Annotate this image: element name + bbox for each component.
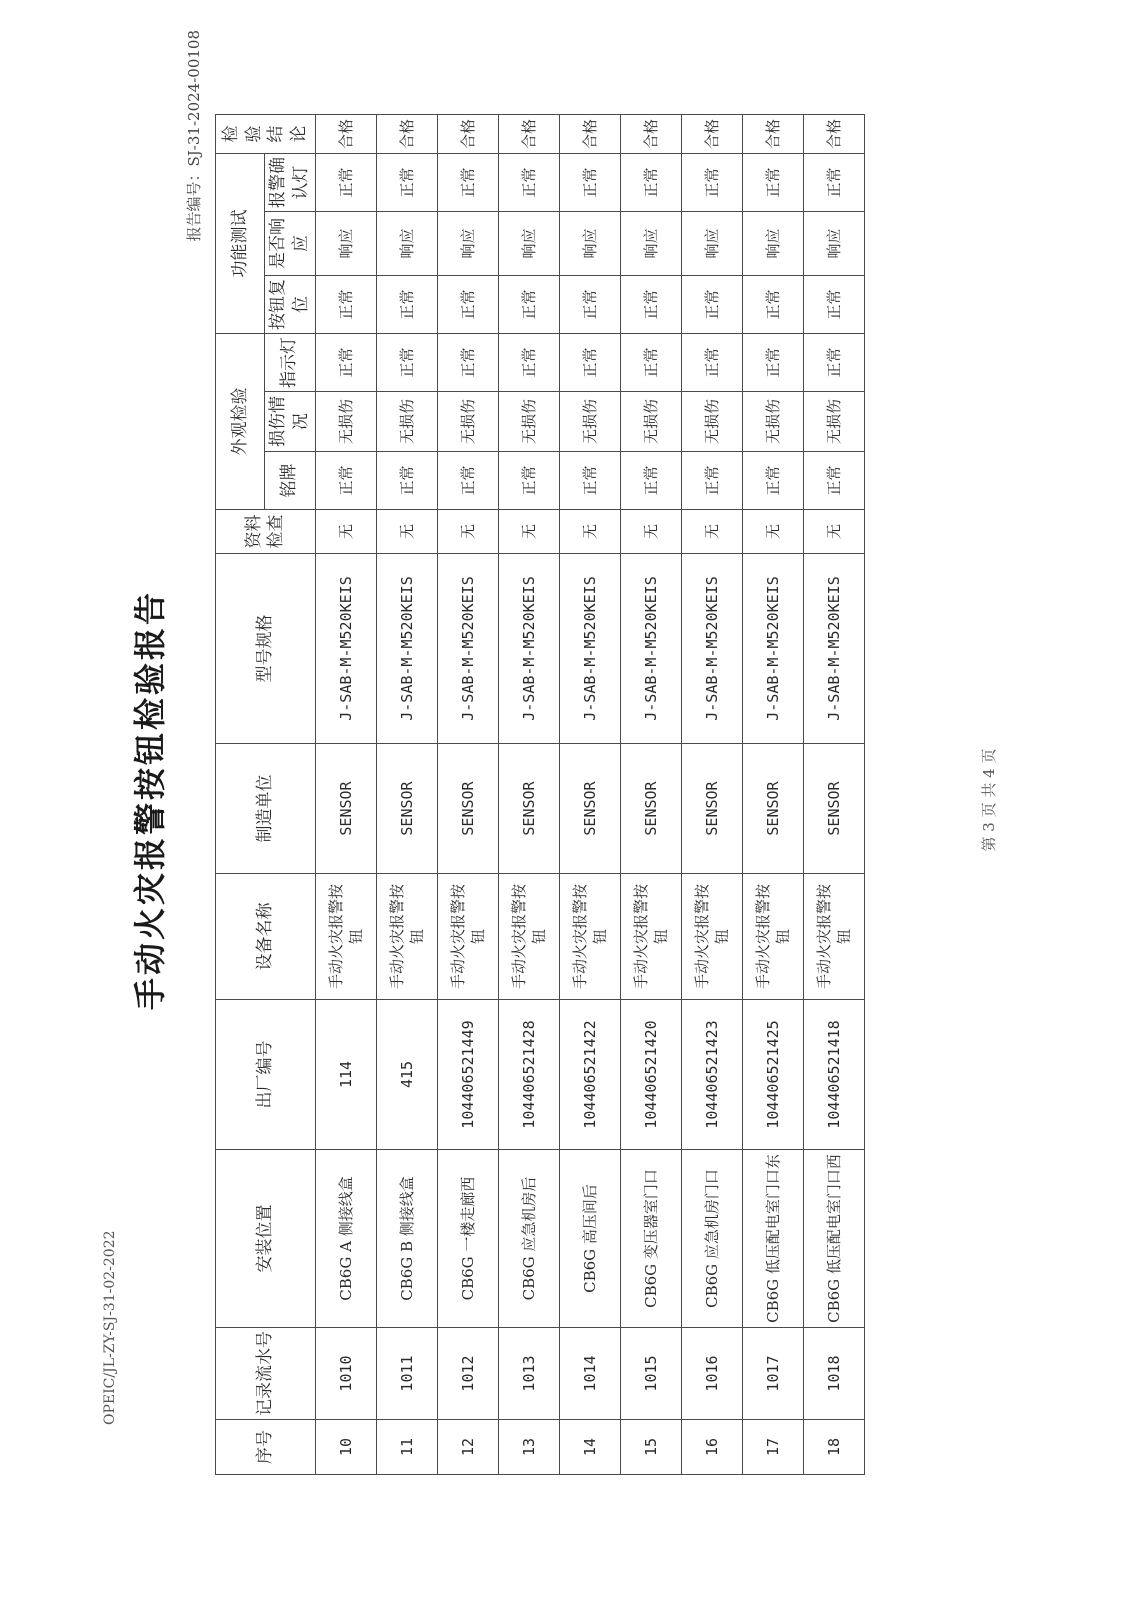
cell-conclusion: 合格 [681, 115, 742, 154]
cell-factory-no: 104406521420 [620, 1000, 681, 1150]
cell-doc-check: 无 [803, 510, 864, 554]
header-conclusion: 检验结论 [216, 115, 316, 154]
header-alarm-light: 报警确认灯 [265, 154, 316, 212]
cell-doc-check: 无 [620, 510, 681, 554]
cell-model: J-SAB-M-M520KEIS [315, 554, 376, 744]
cell-model: J-SAB-M-M520KEIS [803, 554, 864, 744]
table-row [742, 115, 803, 1475]
cell-damage: 无损伤 [315, 392, 376, 452]
cell-indicator: 正常 [376, 334, 437, 392]
cell-alarm-light: 正常 [376, 154, 437, 212]
cell-nameplate: 正常 [315, 452, 376, 510]
cell-location: CB6G 变压器室门口 [620, 1150, 681, 1328]
header-nameplate: 铭牌 [265, 452, 316, 510]
cell-alarm-light: 正常 [498, 154, 559, 212]
cell-nameplate: 正常 [803, 452, 864, 510]
cell-record: 1012 [437, 1328, 498, 1420]
cell-factory-no: 104406521428 [498, 1000, 559, 1150]
table-body [315, 115, 864, 1475]
cell-manufacturer: SENSOR [681, 744, 742, 874]
cell-nameplate: 正常 [437, 452, 498, 510]
cell-alarm-light: 正常 [559, 154, 620, 212]
header-appearance: 外观检验 [216, 334, 265, 510]
header-doc-check: 资料检查 [216, 510, 316, 554]
cell-conclusion: 合格 [498, 115, 559, 154]
header-function: 功能测试 [216, 154, 265, 334]
header-record: 记录流水号 [216, 1328, 316, 1420]
cell-response: 响应 [315, 212, 376, 276]
cell-alarm-light: 正常 [803, 154, 864, 212]
cell-conclusion: 合格 [742, 115, 803, 154]
cell-damage: 无损伤 [437, 392, 498, 452]
cell-location: CB6G 低压配电室门口西 [803, 1150, 864, 1328]
cell-damage: 无损伤 [742, 392, 803, 452]
cell-factory-no: 114 [315, 1000, 376, 1150]
cell-conclusion: 合格 [315, 115, 376, 154]
cell-doc-check: 无 [559, 510, 620, 554]
cell-record: 1016 [681, 1328, 742, 1420]
cell-model: J-SAB-M-M520KEIS [376, 554, 437, 744]
cell-device-name: 手动火灾报警按钮 [681, 874, 742, 1000]
cell-conclusion: 合格 [437, 115, 498, 154]
cell-manufacturer: SENSOR [559, 744, 620, 874]
cell-doc-check: 无 [376, 510, 437, 554]
cell-indicator: 正常 [742, 334, 803, 392]
cell-seq: 18 [803, 1420, 864, 1475]
cell-record: 1017 [742, 1328, 803, 1420]
cell-seq: 16 [681, 1420, 742, 1475]
cell-indicator: 正常 [315, 334, 376, 392]
cell-model: J-SAB-M-M520KEIS [742, 554, 803, 744]
cell-seq: 12 [437, 1420, 498, 1475]
cell-device-name: 手动火灾报警按钮 [559, 874, 620, 1000]
cell-alarm-light: 正常 [742, 154, 803, 212]
cell-alarm-light: 正常 [437, 154, 498, 212]
cell-conclusion: 合格 [376, 115, 437, 154]
cell-device-name: 手动火灾报警按钮 [803, 874, 864, 1000]
header-reset: 按钮复位 [265, 276, 316, 334]
table-row [681, 115, 742, 1475]
form-code: OPEIC/JL-ZY-SJ-31-02-2022 [102, 1230, 118, 1425]
table-row [620, 115, 681, 1475]
cell-record: 1013 [498, 1328, 559, 1420]
cell-conclusion: 合格 [559, 115, 620, 154]
cell-reset: 正常 [559, 276, 620, 334]
cell-reset: 正常 [681, 276, 742, 334]
cell-damage: 无损伤 [559, 392, 620, 452]
table-row [498, 115, 559, 1475]
cell-seq: 13 [498, 1420, 559, 1475]
header-location: 安装位置 [216, 1150, 316, 1328]
cell-device-name: 手动火灾报警按钮 [437, 874, 498, 1000]
cell-conclusion: 合格 [620, 115, 681, 154]
cell-reset: 正常 [498, 276, 559, 334]
report-number: 报告编号：SJ-31-2024-00108 [185, 30, 203, 242]
cell-factory-no: 104406521423 [681, 1000, 742, 1150]
cell-nameplate: 正常 [742, 452, 803, 510]
cell-location: CB6G 高压间后 [559, 1150, 620, 1328]
cell-manufacturer: SENSOR [437, 744, 498, 874]
header-seq: 序号 [216, 1420, 316, 1475]
cell-nameplate: 正常 [681, 452, 742, 510]
header-manufacturer: 制造单位 [216, 744, 316, 874]
cell-record: 1014 [559, 1328, 620, 1420]
header-model: 型号规格 [216, 554, 316, 744]
cell-damage: 无损伤 [498, 392, 559, 452]
cell-response: 响应 [498, 212, 559, 276]
cell-reset: 正常 [437, 276, 498, 334]
cell-alarm-light: 正常 [681, 154, 742, 212]
cell-manufacturer: SENSOR [315, 744, 376, 874]
cell-location: CB6G B 侧接线盒 [376, 1150, 437, 1328]
cell-nameplate: 正常 [498, 452, 559, 510]
cell-response: 响应 [620, 212, 681, 276]
cell-indicator: 正常 [620, 334, 681, 392]
cell-manufacturer: SENSOR [803, 744, 864, 874]
cell-model: J-SAB-M-M520KEIS [498, 554, 559, 744]
cell-seq: 10 [315, 1420, 376, 1475]
cell-model: J-SAB-M-M520KEIS [681, 554, 742, 744]
cell-doc-check: 无 [681, 510, 742, 554]
cell-response: 响应 [559, 212, 620, 276]
cell-record: 1010 [315, 1328, 376, 1420]
cell-damage: 无损伤 [376, 392, 437, 452]
cell-seq: 11 [376, 1420, 437, 1475]
cell-doc-check: 无 [315, 510, 376, 554]
cell-doc-check: 无 [437, 510, 498, 554]
cell-location: CB6G 应急机房门口 [681, 1150, 742, 1328]
header-factory-no: 出厂编号 [216, 1000, 316, 1150]
header-device-name: 设备名称 [216, 874, 316, 1000]
cell-model: J-SAB-M-M520KEIS [559, 554, 620, 744]
cell-device-name: 手动火灾报警按钮 [498, 874, 559, 1000]
page-number: 第 3 页 共 4 页 [980, 748, 998, 852]
cell-doc-check: 无 [498, 510, 559, 554]
cell-indicator: 正常 [803, 334, 864, 392]
cell-nameplate: 正常 [376, 452, 437, 510]
cell-indicator: 正常 [559, 334, 620, 392]
cell-model: J-SAB-M-M520KEIS [437, 554, 498, 744]
cell-device-name: 手动火灾报警按钮 [315, 874, 376, 1000]
cell-damage: 无损伤 [620, 392, 681, 452]
cell-factory-no: 104406521422 [559, 1000, 620, 1150]
cell-factory-no: 104406521418 [803, 1000, 864, 1150]
cell-seq: 17 [742, 1420, 803, 1475]
header-response: 是否响应 [265, 212, 316, 276]
cell-seq: 15 [620, 1420, 681, 1475]
cell-indicator: 正常 [498, 334, 559, 392]
cell-location: CB6G 应急机房后 [498, 1150, 559, 1328]
cell-doc-check: 无 [742, 510, 803, 554]
cell-reset: 正常 [742, 276, 803, 334]
cell-factory-no: 415 [376, 1000, 437, 1150]
cell-model: J-SAB-M-M520KEIS [620, 554, 681, 744]
cell-factory-no: 104406521425 [742, 1000, 803, 1150]
cell-indicator: 正常 [681, 334, 742, 392]
table-row [315, 115, 376, 1475]
cell-device-name: 手动火灾报警按钮 [742, 874, 803, 1000]
cell-damage: 无损伤 [681, 392, 742, 452]
cell-manufacturer: SENSOR [376, 744, 437, 874]
cell-reset: 正常 [376, 276, 437, 334]
table-row [803, 115, 864, 1475]
header-indicator: 指示灯 [265, 334, 316, 392]
cell-response: 响应 [681, 212, 742, 276]
table-row [376, 115, 437, 1475]
cell-record: 1015 [620, 1328, 681, 1420]
inspection-table [215, 114, 865, 1475]
cell-response: 响应 [376, 212, 437, 276]
cell-reset: 正常 [803, 276, 864, 334]
header-damage: 损伤情况 [265, 392, 316, 452]
cell-seq: 14 [559, 1420, 620, 1475]
cell-manufacturer: SENSOR [742, 744, 803, 874]
cell-location: CB6G 低压配电室门口东 [742, 1150, 803, 1328]
cell-reset: 正常 [315, 276, 376, 334]
cell-record: 1011 [376, 1328, 437, 1420]
cell-manufacturer: SENSOR [620, 744, 681, 874]
cell-damage: 无损伤 [803, 392, 864, 452]
cell-factory-no: 104406521449 [437, 1000, 498, 1150]
cell-response: 响应 [742, 212, 803, 276]
cell-alarm-light: 正常 [315, 154, 376, 212]
cell-device-name: 手动火灾报警按钮 [620, 874, 681, 1000]
table-row [559, 115, 620, 1475]
cell-indicator: 正常 [437, 334, 498, 392]
cell-device-name: 手动火灾报警按钮 [376, 874, 437, 1000]
document-title: 手动火灾报警按钮检验报告 [131, 590, 169, 1011]
cell-location: CB6G 一楼走廊西 [437, 1150, 498, 1328]
cell-response: 响应 [803, 212, 864, 276]
table-row [437, 115, 498, 1475]
cell-response: 响应 [437, 212, 498, 276]
cell-nameplate: 正常 [559, 452, 620, 510]
cell-reset: 正常 [620, 276, 681, 334]
cell-nameplate: 正常 [620, 452, 681, 510]
cell-manufacturer: SENSOR [498, 744, 559, 874]
cell-record: 1018 [803, 1328, 864, 1420]
cell-location: CB6G A 侧接线盒 [315, 1150, 376, 1328]
cell-conclusion: 合格 [803, 115, 864, 154]
cell-alarm-light: 正常 [620, 154, 681, 212]
